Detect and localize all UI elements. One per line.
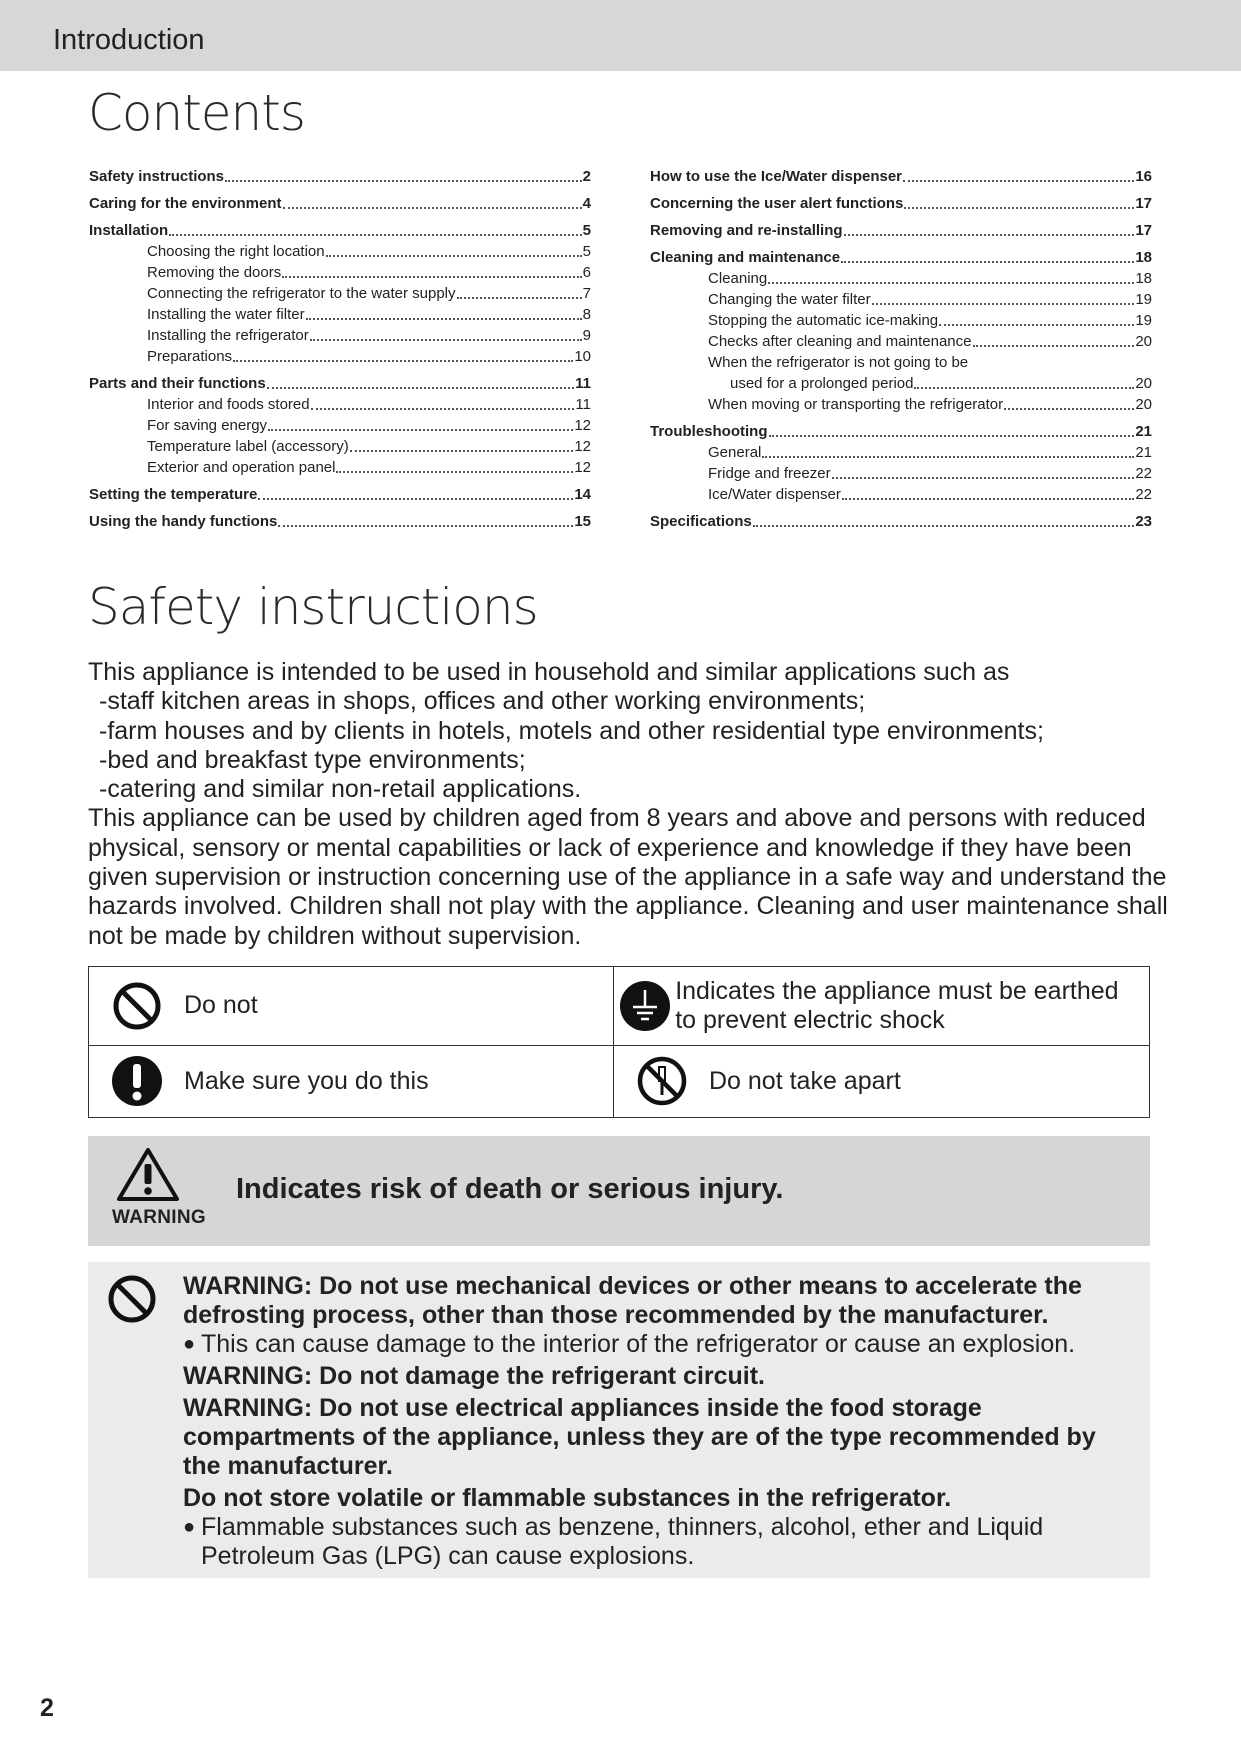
toc-entry — [89, 436, 591, 457]
toc-entry-page: 22 — [1135, 486, 1152, 503]
toc-entry-label: Checks after cleaning and maintenance — [708, 333, 972, 350]
toc-entry-label: Connecting the refrigerator to the water supply — [147, 285, 456, 302]
warning-label: WARNING — [112, 1207, 206, 1228]
toc-entry-page: 15 — [574, 513, 591, 530]
toc-entry — [650, 421, 1152, 442]
toc-leader-dots — [258, 498, 573, 500]
prohibition-icon — [107, 1274, 157, 1329]
bullet-marker: ● — [183, 1516, 196, 1538]
toc-entry — [650, 268, 1152, 289]
toc-leader-dots — [267, 387, 574, 389]
safety-intro — [88, 658, 1168, 951]
toc-entry — [89, 220, 591, 241]
toc-entry-label: Caring for the environment — [89, 195, 282, 212]
toc-entry-label: Concerning the user alert functions — [650, 195, 904, 212]
toc-entry — [89, 325, 591, 346]
toc-entry — [650, 289, 1152, 310]
toc-entry — [650, 310, 1152, 331]
toc-entry-label: Cleaning and maintenance — [650, 249, 841, 266]
toc-entry — [89, 373, 591, 394]
toc-entry — [89, 415, 591, 436]
toc-leader-dots — [973, 345, 1135, 347]
toc-entry — [89, 262, 591, 283]
toc-leader-dots — [939, 324, 1134, 326]
toc-leader-dots — [233, 360, 573, 362]
earth-ground-icon — [614, 980, 675, 1032]
toc-entry-label: Changing the water filter — [708, 291, 871, 308]
toc-leader-dots — [753, 525, 1135, 527]
prohibition-icon — [89, 981, 184, 1031]
toc-entry — [650, 511, 1152, 532]
intro-line: -bed and breakfast type environments; — [99, 745, 526, 774]
toc-entry — [89, 457, 591, 478]
mandatory-action-icon — [89, 1055, 184, 1107]
toc-entry-label: Installing the refrigerator — [147, 327, 309, 344]
toc-entry — [650, 373, 1152, 394]
no-take-apart-label: Do not take apart — [709, 1066, 901, 1095]
warning-flammable-detail: Flammable substances such as benzene, thinners, alcohol, ether and Liquid Petroleum Gas (LPG) can cause explosions. — [201, 1513, 1044, 1570]
toc-leader-dots — [903, 180, 1134, 182]
toc-entry-label: used for a prolonged period — [730, 375, 914, 392]
toc-leader-dots — [832, 477, 1135, 479]
toc-entry-label: Using the handy functions — [89, 513, 278, 530]
toc-entry — [650, 394, 1152, 415]
toc-entry-label: Interior and foods stored — [147, 396, 310, 413]
toc-entry-page: 11 — [575, 375, 591, 392]
toc-entry-page: 18 — [1135, 270, 1152, 287]
toc-entry-page: 10 — [574, 348, 591, 365]
toc-entry-page: 5 — [582, 222, 591, 239]
toc-entry-label: Installation — [89, 222, 169, 239]
toc-entry — [650, 193, 1152, 214]
toc-leader-dots — [1004, 408, 1134, 410]
toc-entry-page: 11 — [575, 396, 591, 413]
toc-entry-page: 20 — [1135, 396, 1152, 413]
toc-entry-label: For saving energy — [147, 417, 268, 434]
toc-entry-page: 21 — [1135, 423, 1152, 440]
toc-leader-dots — [841, 261, 1134, 263]
toc-entry — [89, 241, 591, 262]
toc-leader-dots — [311, 408, 575, 410]
toc-entry — [89, 484, 591, 505]
warning-banner-text: Indicates risk of death or serious injury. — [236, 1173, 784, 1205]
toc-entry-page: 12 — [574, 438, 591, 455]
toc-leader-dots — [844, 234, 1135, 236]
toc-entry-label: Parts and their functions — [89, 375, 266, 392]
toc-right-column — [650, 166, 1152, 532]
toc-entry — [89, 166, 591, 187]
toc-leader-dots — [457, 297, 582, 299]
toc-entry-label: Setting the temperature — [89, 486, 258, 503]
toc-leader-dots — [268, 429, 573, 431]
toc-left-column — [89, 166, 591, 532]
toc-entry — [650, 463, 1152, 484]
toc-entry-label: When moving or transporting the refrigerator — [708, 396, 1004, 413]
toc-entry-label: Specifications — [650, 513, 752, 530]
toc-entry-page: 19 — [1135, 312, 1152, 329]
toc-leader-dots — [914, 387, 1134, 389]
no-disassembly-icon — [614, 1055, 709, 1107]
intro-line: This appliance is intended to be used in household and similar applications such as — [88, 658, 1010, 686]
warning-refrigerant: WARNING: Do not damage the refrigerant circuit. — [183, 1362, 766, 1390]
toc-entry-page: 20 — [1135, 375, 1152, 392]
toc-entry-label: When the refrigerator is not going to be — [708, 354, 969, 371]
toc-entry-label: Preparations — [147, 348, 233, 365]
toc-entry-label: Fridge and freezer — [708, 465, 831, 482]
toc-entry-page: 5 — [582, 243, 591, 260]
toc-leader-dots — [282, 276, 581, 278]
toc-leader-dots — [306, 318, 582, 320]
toc-entry-label: Ice/Water dispenser — [708, 486, 841, 503]
intro-line: -staff kitchen areas in shops, offices and other working environments; — [99, 687, 866, 716]
toc-entry-page: 9 — [582, 327, 591, 344]
toc-entry-page: 19 — [1135, 291, 1152, 308]
warning-defrost: WARNING: Do not use mechanical devices or other means to accelerate the defrosting process, other than those recommended by the manufacturer. — [183, 1272, 1082, 1329]
toc-entry — [650, 247, 1152, 268]
toc-leader-dots — [768, 282, 1134, 284]
toc-entry-label: Choosing the right location — [147, 243, 325, 260]
toc-entry-page: 6 — [582, 264, 591, 281]
section-title: Introduction — [53, 24, 205, 56]
toc-leader-dots — [762, 456, 1134, 458]
warning-electrical: WARNING: Do not use electrical appliances inside the food storage compartments of the appliance, unless they are of the type recommended by the manufacturer. — [183, 1394, 1096, 1480]
toc-entry-page: 18 — [1135, 249, 1152, 266]
toc-entry-label: General — [708, 444, 762, 461]
toc-leader-dots — [310, 339, 582, 341]
toc-entry — [650, 331, 1152, 352]
toc-leader-dots — [283, 207, 582, 209]
toc-entry — [89, 283, 591, 304]
warning-defrost-detail: This can cause damage to the interior of the refrigerator or cause an explosion. — [201, 1330, 1076, 1358]
warning-banner — [88, 1136, 1150, 1246]
toc-entry-page: 17 — [1135, 222, 1152, 239]
toc-leader-dots — [350, 450, 574, 452]
toc-entry — [89, 511, 591, 532]
toc-leader-dots — [169, 234, 581, 236]
bullet-marker: ● — [183, 1333, 196, 1355]
toc-leader-dots — [769, 435, 1135, 437]
toc-leader-dots — [842, 498, 1134, 500]
contents-heading: Contents — [88, 84, 305, 142]
toc-leader-dots — [872, 303, 1135, 305]
warning-triangle-icon — [115, 1146, 181, 1202]
toc-entry — [650, 352, 1152, 373]
toc-entry-label: Removing the doors — [147, 264, 282, 281]
children-paragraph: This appliance can be used by children aged from 8 years and above and persons with reduced physical, sensory or mental capabilities or lack of experience and knowledge if they have been given supervision or instruction concerning use of the appliance in a safe way and understand the hazards involved. Children shall not play with the appliance. Cleaning and user maintenance shall not be made by children without supervision. — [88, 804, 1168, 950]
toc-leader-dots — [326, 255, 582, 257]
toc-leader-dots — [225, 180, 582, 182]
toc-entry — [650, 166, 1152, 187]
toc-entry-page: 4 — [582, 195, 591, 212]
toc-entry-label: Removing and re-installing — [650, 222, 843, 239]
toc-entry-label: Temperature label (accessory) — [147, 438, 349, 455]
do-not-label: Do not — [184, 991, 258, 1020]
toc-entry — [650, 220, 1152, 241]
toc-entry-page: 20 — [1135, 333, 1152, 350]
toc-entry-page: 12 — [574, 459, 591, 476]
earthed-label: Indicates the appliance must be earthed to prevent electric shock — [675, 976, 1119, 1034]
symbol-legend-table — [88, 966, 1150, 1118]
warning-details-box — [88, 1262, 1150, 1578]
toc-leader-dots — [336, 471, 573, 473]
toc-entry-label: Safety instructions — [89, 168, 225, 185]
section-header-bar — [0, 0, 1241, 71]
toc-leader-dots — [278, 525, 573, 527]
toc-entry-page: 17 — [1135, 195, 1152, 212]
warning-flammable: Do not store volatile or flammable substances in the refrigerator. — [183, 1484, 952, 1512]
toc-entry — [650, 484, 1152, 505]
toc-entry-page: 12 — [574, 417, 591, 434]
toc-entry-page: 22 — [1135, 465, 1152, 482]
toc-entry-label: Installing the water filter — [147, 306, 305, 323]
toc-leader-dots — [904, 207, 1134, 209]
toc-entry-page: 16 — [1135, 168, 1152, 185]
intro-line: -farm houses and by clients in hotels, motels and other residential type environments; — [99, 716, 1044, 745]
safety-heading: Safety instructions — [88, 578, 538, 636]
toc-entry-page: 23 — [1135, 513, 1152, 530]
toc-entry-page: 2 — [582, 168, 591, 185]
toc-entry-label: Troubleshooting — [650, 423, 768, 440]
make-sure-label: Make sure you do this — [184, 1066, 429, 1095]
toc-entry-label: Exterior and operation panel — [147, 459, 336, 476]
toc-entry-page: 7 — [582, 285, 591, 302]
intro-line: -catering and similar non-retail applications. — [99, 775, 582, 804]
toc-entry — [89, 346, 591, 367]
toc-entry-page: 21 — [1135, 444, 1152, 461]
toc-entry — [89, 304, 591, 325]
toc-entry — [89, 193, 591, 214]
toc-entry-page: 14 — [574, 486, 591, 503]
toc-entry-page: 8 — [582, 306, 591, 323]
toc-entry-label: Stopping the automatic ice-making — [708, 312, 939, 329]
toc-entry — [650, 442, 1152, 463]
toc-entry-label: Cleaning — [708, 270, 768, 287]
toc-entry — [89, 394, 591, 415]
page-number: 2 — [40, 1694, 54, 1722]
toc-entry-label: How to use the Ice/Water dispenser — [650, 168, 903, 185]
